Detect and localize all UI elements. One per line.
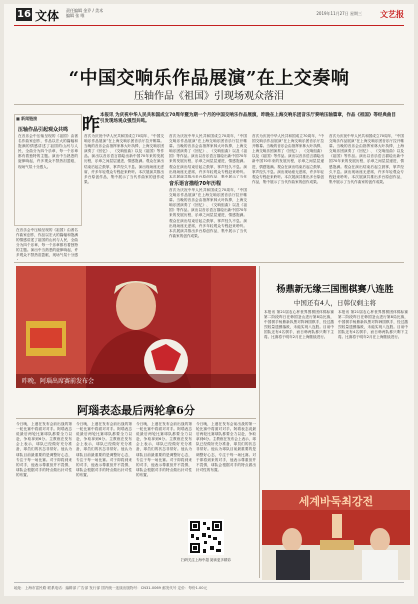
sports-body-col4: 今日晚，上港在发布会前出战的第一轮比赛中将面对对手。阿瑙表态说最后两轮比赛球队都要全力以赴，争取拿到6分。主教练在发布会上表示，球队已经做好充分准备，球员们的状态非常好。他认为球队目前最重要的是调整好心态，专注于每一场比赛。对于即将到来的对手，他表示尊重但并不畏惧，球队会根据对手的特点做出针对性的布置。 — [196, 422, 256, 472]
qr-code-icon — [188, 519, 224, 555]
side-box-heading: 压轴作品引起观众共鸣 — [18, 127, 69, 133]
main-body-col1: 首次为庆祝中华人民共和国成立70周年，“中国交响乐作品展演”在上海交响乐团音乐厅拉开帷幕。当晚的音乐会由指挥家林大叶执棒，上海交响乐团演奏了《回忆》、《交响组曲》以及《祖国》等作品。演出以音乐语言描绘出新中国70年来的发展历程，乐章之间层层递进，情感饱满。观众在演出结束后起立鼓掌，掌声经久不息。演出现场座无虚席，许多年轻观众专程赶来聆听。本次展演共推出多台原创作品，集中展示了当代作曲家的创作成果。 — [84, 134, 164, 184]
section-title: 文体 — [35, 9, 60, 23]
main-body-col4: 首次为庆祝中华人民共和国成立70周年，“中国交响乐作品展演”在上海交响乐团音乐厅拉开帷幕。当晚的音乐会由指挥家林大叶执棒，上海交响乐团演奏了《回忆》、《交响组曲》以及《祖国》等作品。演出以音乐语言描绘出新中国70年来的发展历程，乐章之间层层递进，情感饱满。观众在演出结束后起立鼓掌，掌声经久不息。演出现场座无虚席，许多年轻观众专程赶来聆听。本次展演共推出多台原创作品，集中展示了当代作曲家的创作成果。 — [329, 134, 404, 184]
column-divider — [259, 266, 260, 578]
main-lede: 本报讯 为庆祝中华人民共和国成立70周年暨为期一个月的中国交响乐作品展演，昨晚在上海交响乐团音乐厅奏响压轴篇章，作品《祖国》等经典曲目引发现场观众强烈共鸣。 — [100, 113, 396, 124]
event-banner: 세계바둑최강전 — [298, 495, 374, 508]
header-rule — [14, 25, 404, 26]
page-number: 16 — [17, 9, 31, 20]
main-subhead: 压轴作品《祖国》引现场观众落泪 — [134, 91, 284, 102]
newspaper-page — [4, 4, 414, 596]
divider — [14, 262, 404, 263]
left-column-text: 在音乐会中压轴呈现的《祖国》由著名作曲家创作，作品以宏大的篇幅和饱满的情感讲述了祖国的山河与人民，全曲分为四个乐章，每一个乐章都有着独特的主题。演出中当熟悉的旋律响起，许多观众不禁热泪盈眶，现场气氛十分感 — [16, 228, 78, 258]
footer: 地址：上海市富民路 联系电话：编辑部 广告部 发行部 国内统一连续出版物号：CN31-0069 邮发代号 定价：每份1.00元 — [14, 582, 404, 591]
qr-code[interactable] — [188, 519, 224, 555]
main-body-col3: 首次为庆祝中华人民共和国成立70周年，“中国交响乐作品展演”在上海交响乐团音乐厅拉开帷幕。当晚的音乐会由指挥家林大叶执棒，上海交响乐团演奏了《回忆》、《交响组曲》以及《祖国》等作品。演出以音乐语言描绘出新中国70年来的发展历程，乐章之间层层递进，情感饱满。观众在演出结束后起立鼓掌，掌声经久不息。演出现场座无虚席，许多年轻观众专程赶来聆听。本次展演共推出多台原创作品，集中展示了当代作曲家的创作成果。 — [252, 134, 324, 184]
page-header — [4, 4, 414, 24]
go-match-photo — [262, 490, 410, 580]
date-line: 2019年11月27日 星期三 — [316, 11, 362, 16]
sports-body-col2: 今日晚，上港在发布会前出战的第一轮比赛中将面对对手。阿瑙表态说最后两轮比赛球队都要全力以赴，争取拿到6分。主教练在发布会上表示，球队已经做好充分准备，球员们的状态非常好。他认为球队目前最重要的是调整好心态，专注于每一场比赛。对于即将到来的对手，他表示尊重但并不畏惧，球队会根据对手的特点做出针对性的布置。 — [76, 422, 132, 477]
divider — [16, 418, 256, 419]
side-box-tag: ■ 新闻链接 — [16, 116, 38, 121]
photo-caption: 昨晚，阿瑙出席赛前发布会 — [22, 378, 95, 385]
qr-caption: 扫码关注上海中超 阅读更多精彩 — [180, 558, 232, 562]
chess-headline: 杨鼎新无缘三国围棋赛八连胜 — [276, 285, 394, 295]
sports-headline: 阿瑙表态最后两轮拿6分 — [77, 404, 195, 417]
divider — [14, 104, 404, 105]
main-body-col2: 首次为庆祝中华人民共和国成立70周年，“中国交响乐作品展演”在上海交响乐团音乐厅拉开帷幕。当晚的音乐会由指挥家林大叶执棒，上海交响乐团演奏了《回忆》、《交响组曲》以及《祖国》等作品。演出以音乐语言描绘出新中国70年来的发展历程，乐章之间层层递进，情感饱满。观众在演出结束后起立鼓掌，掌声经久不息。演出现场座无虚席，许多年轻观众专程赶来聆听。本次展演共推出多台原创作品，集中展示了当代 — [169, 134, 247, 178]
chess-body-col2: 本报讯 第21届农心杯世界围棋团体锦标赛第二阶段昨日在韩国釜山进行第8局比赛，中国棋手杨鼎新执黑对阵韩国棋手，经过激烈较量遗憾落败，未能实现八连胜。目前中国队还有4名棋手，而日韩两队都只剩下主将。比赛将于明年2月在上海继续进行。 — [338, 310, 408, 340]
masthead-logo: 文艺报 — [380, 9, 404, 19]
photo-illustration — [16, 266, 256, 388]
sports-body-col1: 今日晚，上港在发布会前出战的第一轮比赛中将面对对手。阿瑙表态说最后两轮比赛球队都要全力以赴，争取拿到6分。主教练在发布会上表示，球队已经做好充分准备，球员们的状态非常好。他认为球队目前最重要的是调整好心态，专注于每一场比赛。对于即将到来的对手，他表示尊重但并不畏惧，球队会根据对手的特点做出针对性的布置。 — [16, 422, 72, 477]
main-body-col2b: 首次为庆祝中华人民共和国成立70周年，“中国交响乐作品展演”在上海交响乐团音乐厅拉开帷幕。当晚的音乐会由指挥家林大叶执棒，上海交响乐团演奏了《回忆》、《交响组曲》以及《祖国》等作品。演出以音乐语言描绘出新中国70年来的发展历程，乐章之间层层递进，情感饱满。观众在演出结束后起立鼓掌，掌声经久不息。演出现场座无虚席，许多年轻观众专程赶来聆听。本次展演共推出多台原创作品，集中展示了当代作曲家的创作成果。 — [169, 188, 247, 238]
chess-body-col1: 本报讯 第21届农心杯世界围棋团体锦标赛第二阶段昨日在韩国釜山进行第8局比赛，中国棋手杨鼎新执黑对阵韩国棋手，经过激烈较量遗憾落败，未能实现八连胜。目前中国队还有4名棋手，而日韩两队都只剩下主将。比赛将于明年2月在上海继续进行。 — [264, 310, 334, 340]
press-conference-photo — [16, 266, 256, 388]
chess-subhead: 中国还有4人，日韩仅剩主将 — [293, 299, 377, 307]
drop-cap: 昨 — [82, 115, 100, 136]
sports-body-col3: 今日晚，上港在发布会前出战的第一轮比赛中将面对对手。阿瑙表态说最后两轮比赛球队都要全力以赴，争取拿到6分。主教练在发布会上表示，球队已经做好充分准备，球员们的状态非常好。他认为球队目前最重要的是调整好心态，专注于每一场比赛。对于即将到来的对手，他表示尊重但并不畏惧，球队会根据对手的特点做出针对性的布置。 — [136, 422, 192, 477]
main-headline: “中国交响乐作品展演”在上交奏响 — [68, 68, 350, 89]
editors-credit: 责任编辑 金乔 / 美术编辑 张 唯 — [66, 8, 104, 18]
side-box-body: 在音乐会中压轴呈现的《祖国》由著名作曲家创作，作品以宏大的篇幅和饱满的情感讲述了祖国的山河与人民，全曲分为四个乐章，每一个乐章都有着独特的主题。演出中当熟悉的旋律响起，许多观众不禁热泪盈眶，现场气氛十分感人。 — [18, 134, 78, 169]
main-subtitle: 音乐语言描绘70年历程 — [169, 181, 221, 187]
